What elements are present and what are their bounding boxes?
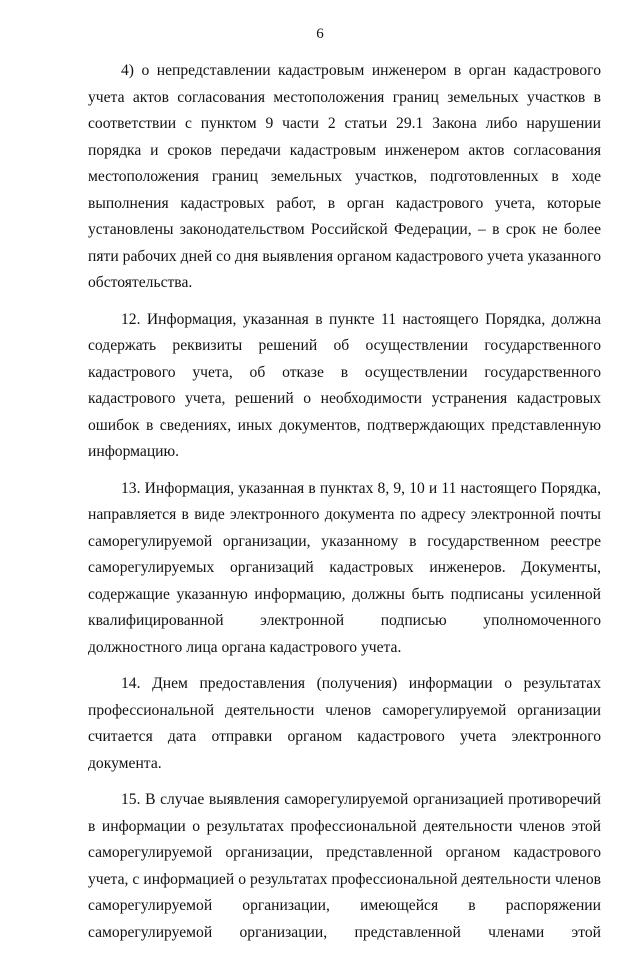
page-number: 6 (316, 26, 324, 42)
document-body (88, 58, 601, 956)
paragraph-14: 14. Днем предоставления (получения) информации о результатах профессиональной деятельности членов саморегулируемой организации считается дата отправки органом кадастрового учета электронного документа. (88, 675, 601, 772)
paragraph-13: 13. Информация, указанная в пунктах 8, 9, 10 и 11 настоящего Порядка, направляется в виде электронного документа по адресу электронной почты саморегулируемой организации, указанному в государственном реестре саморегулируемых организаций кадастровых инженеров. Документы, содержащие указанную информацию, должны быть подписаны усиленной квалифицированной электронной подписью уполномоченного должностного лица органа кадастрового учета. (88, 479, 601, 656)
paragraph-15: 15. В случае выявления саморегулируемой организацией противоречий в информации о результатах профессиональной деятельности членов этой саморегулируемой организации, представленной органом кадастрового учета, с информацией о результатах профессиональной деятельности членов саморегулируемой организации, имеющейся в распоряжении саморегулируемой организации, представленной членами этой (88, 791, 601, 941)
paragraph-12: 12. Информация, указанная в пункте 11 настоящего Порядка, должна содержать реквизиты решений об осуществлении государственного кадастрового учета, об отказе в осуществлении государственного кадастрового учета, решений о необходимости устранения кадастровых ошибок в сведениях, иных документов, подтверждающих представленную информацию. (88, 310, 601, 460)
paragraph-item-4: 4) о непредставлении кадастровым инженером в орган кадастрового учета актов согласования местоположения границ земельных участков в соответствии с пунктом 9 части 2 статьи 29.1 Закона либо нарушении порядка и сроков передачи кадастровым инженером актов согласования местоположения границ земельных участков, подготовленных в ходе выполнения кадастровых работ, в орган кадастрового учета, которые установлены законодательством Российской Федерации, – в срок не более пяти рабочих дней со дня выявления органом кадастрового учета указанного обстоятельства. (88, 62, 601, 291)
